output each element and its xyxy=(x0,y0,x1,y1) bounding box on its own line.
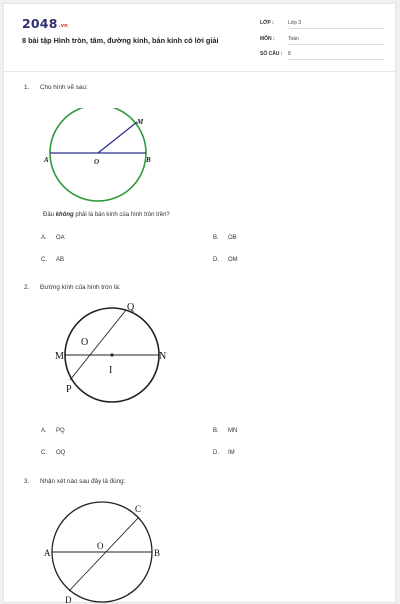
meta-subject-value: Toán xyxy=(288,36,384,45)
logo-text: 2048 xyxy=(22,16,58,31)
q1-option-b[interactable] xyxy=(213,235,237,241)
worksheet-page xyxy=(3,3,396,603)
question-2-number: 2. xyxy=(24,284,30,291)
site-logo[interactable] xyxy=(22,16,68,31)
q2-option-a-text: PQ xyxy=(56,428,65,434)
meta-subject xyxy=(260,36,384,48)
q1-label-a: A xyxy=(44,156,49,164)
q2-option-b-text: MN xyxy=(228,428,238,434)
q2-option-d-letter: D. xyxy=(213,450,219,456)
q1-option-d[interactable] xyxy=(213,257,238,263)
q1-option-c-letter: C. xyxy=(41,257,47,263)
q3-label-c: C xyxy=(135,504,142,514)
q3-label-b: B xyxy=(154,548,161,558)
q2-option-b-letter: B. xyxy=(213,428,219,434)
q1-option-d-text: OM xyxy=(228,257,238,263)
q1-label-m: M xyxy=(137,118,144,126)
question-1-figure xyxy=(40,108,170,208)
q1-option-a-letter: A. xyxy=(41,235,47,241)
q1-option-a-text: OA xyxy=(56,235,65,241)
q2-option-a[interactable] xyxy=(41,428,65,434)
question-3-figure xyxy=(39,499,169,604)
q2-label-i: I xyxy=(109,365,113,376)
question-1-prompt xyxy=(43,212,170,218)
question-1-text: Cho hình vẽ sau: xyxy=(40,84,88,91)
q1-radius-om xyxy=(98,122,137,153)
meta-count-value: 8 xyxy=(288,51,384,60)
meta-count xyxy=(260,51,384,63)
q1-option-b-text: OB xyxy=(228,235,237,241)
q2-option-c[interactable] xyxy=(41,450,65,456)
q1-label-o: O xyxy=(94,158,100,166)
q1-option-b-letter: B. xyxy=(213,235,219,241)
q2-option-c-text: OQ xyxy=(56,450,66,456)
q1-label-b: B xyxy=(146,156,151,164)
q1-prompt-emphasis: không xyxy=(55,212,74,218)
q3-label-d: D xyxy=(65,595,72,604)
q1-option-a[interactable] xyxy=(41,235,65,241)
meta-grade-value: Lớp 3 xyxy=(288,20,384,29)
question-3-stem xyxy=(24,478,125,485)
q1-prompt-end: phải là bán kính của hình tròn trên? xyxy=(73,212,170,218)
q2-option-a-letter: A. xyxy=(41,428,47,434)
question-1-stem xyxy=(24,84,88,91)
meta-grade-key: LỚP : xyxy=(260,20,274,26)
q3-line-cd xyxy=(69,517,139,591)
meta-grade xyxy=(260,20,384,32)
logo-suffix: .vn xyxy=(58,23,68,29)
question-1-number: 1. xyxy=(24,84,30,91)
q1-option-d-letter: D. xyxy=(213,257,219,263)
question-3-text: Nhận xét nào sau đây là đúng: xyxy=(40,478,126,485)
q2-line-pq xyxy=(70,310,126,380)
q1-option-c-text: AB xyxy=(56,257,65,263)
q1-prompt-start: Đâu xyxy=(43,212,56,218)
q2-label-p: P xyxy=(66,384,72,395)
q2-option-b[interactable] xyxy=(213,428,237,434)
q1-circle xyxy=(50,108,146,201)
worksheet-header xyxy=(4,4,395,72)
meta-subject-key: MÔN : xyxy=(260,36,275,42)
q1-option-c[interactable] xyxy=(41,257,64,263)
q2-option-d-text: IM xyxy=(228,450,235,456)
page-title: 8 bài tập Hình tròn, tâm, đường kính, bán kính có lời giải xyxy=(22,36,219,45)
q2-label-q: Q xyxy=(127,302,135,313)
q2-label-m: M xyxy=(55,351,64,362)
question-2-figure xyxy=(50,300,175,410)
q2-center-dot xyxy=(110,353,113,356)
q2-option-c-letter: C. xyxy=(41,450,47,456)
q2-option-d[interactable] xyxy=(213,450,235,456)
q2-label-o: O xyxy=(81,337,89,348)
q2-label-n: N xyxy=(159,351,167,362)
q3-label-a: A xyxy=(44,548,51,558)
q3-label-o: O xyxy=(97,541,104,551)
question-2-stem xyxy=(24,284,120,291)
meta-count-key: SỐ CÂU : xyxy=(260,51,283,57)
question-3-number: 3. xyxy=(24,478,30,485)
question-2-text: Đường kính của hình tròn là: xyxy=(40,284,121,291)
